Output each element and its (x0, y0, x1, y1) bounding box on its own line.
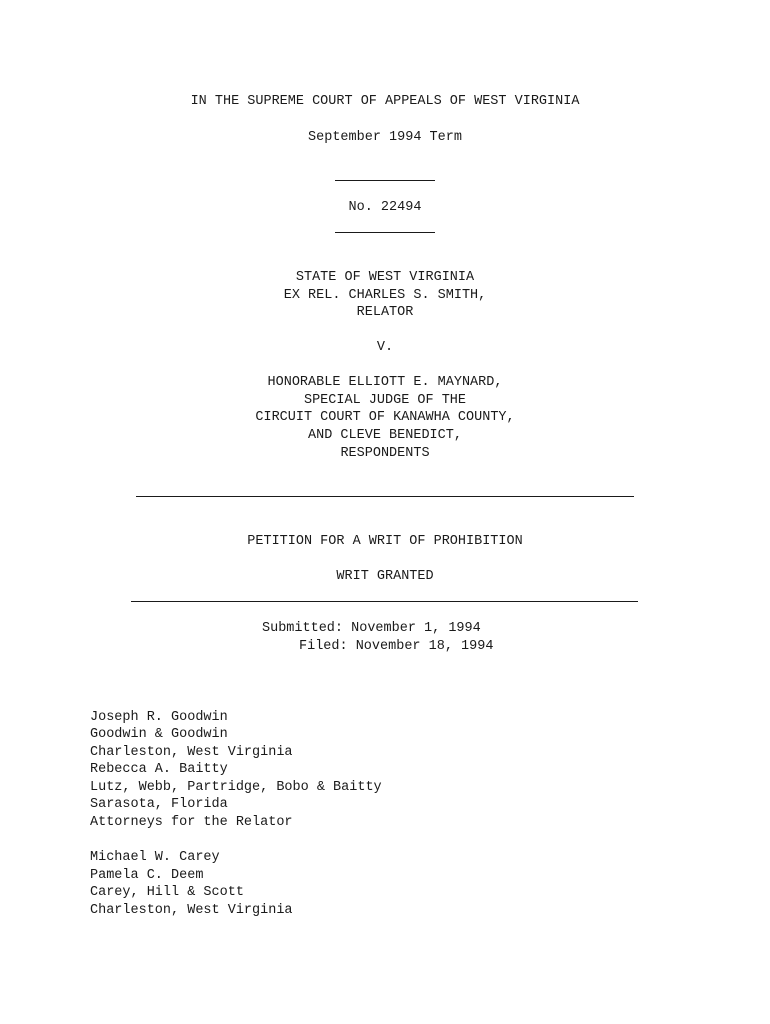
counsel-line: Goodwin & Goodwin (90, 727, 228, 742)
submitted-date: Submitted: November 1, 1994 (262, 621, 481, 636)
counsel-line: Michael W. Carey (90, 850, 220, 865)
divider-long-top (136, 496, 634, 497)
proceeding-title: PETITION FOR A WRIT OF PROHIBITION (247, 534, 523, 549)
counsel-line: Joseph R. Goodwin (90, 710, 228, 725)
relator-line: STATE OF WEST VIRGINIA (295, 270, 475, 285)
counsel-line: Charleston, West Virginia (90, 903, 293, 918)
court-heading: IN THE SUPREME COURT OF APPEALS OF WEST VIRGINIA (190, 94, 580, 109)
counsel-role: Attorneys for the Relator (90, 815, 293, 830)
relator-line: EX REL. CHARLES S. SMITH, (283, 288, 487, 303)
respondent-line: AND CLEVE BENEDICT, (308, 428, 462, 443)
respondent-line: RESPONDENTS (340, 446, 430, 461)
case-number: No. 22494 (348, 200, 422, 215)
counsel-line: Charleston, West Virginia (90, 745, 293, 760)
counsel-line: Rebecca A. Baitty (90, 762, 228, 777)
counsel-line: Sarasota, Florida (90, 797, 228, 812)
respondent-line: CIRCUIT COURT OF KANAWHA COUNTY, (255, 410, 515, 425)
relator-line: RELATOR (356, 305, 414, 320)
counsel-line: Lutz, Webb, Partridge, Bobo & Baitty (90, 780, 382, 795)
respondent-line: HONORABLE ELLIOTT E. MAYNARD, (267, 375, 503, 390)
divider-long-bottom (131, 601, 638, 602)
filed-date: Filed: November 18, 1994 (299, 639, 494, 654)
term-line: September 1994 Term (308, 130, 462, 145)
versus: V. (376, 340, 394, 355)
divider-short-bottom (335, 232, 435, 233)
respondent-line: SPECIAL JUDGE OF THE (303, 393, 467, 408)
counsel-line: Pamela C. Deem (90, 868, 204, 883)
divider-short-top (335, 180, 435, 181)
counsel-line: Carey, Hill & Scott (90, 885, 244, 900)
disposition: WRIT GRANTED (336, 569, 434, 584)
